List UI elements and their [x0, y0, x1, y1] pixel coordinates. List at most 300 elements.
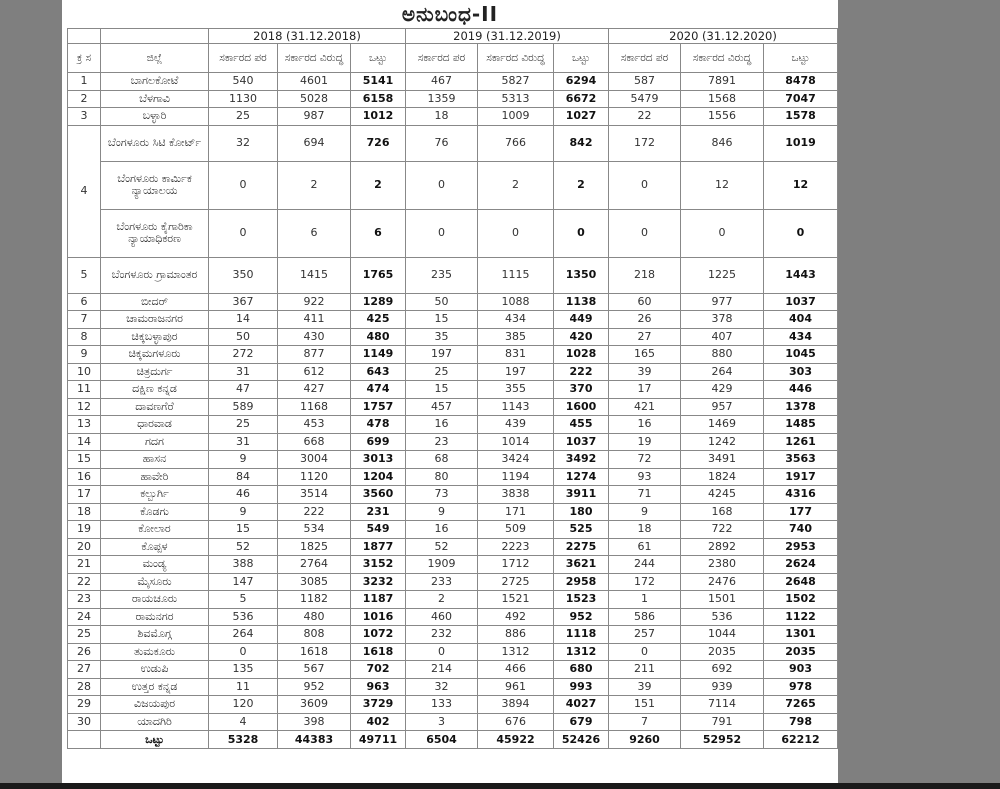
against-govt-cell: 1182 [278, 591, 351, 609]
district-cell: ಶಿವಮೊಗ್ಗ [101, 626, 209, 644]
district-cell: ಕಲ್ಬುರ್ಗಿ [101, 486, 209, 504]
against-govt-cell: 2223 [478, 538, 554, 556]
total-cell: 420 [554, 328, 609, 346]
total-cell: 6672 [554, 90, 609, 108]
bottom-bar [0, 783, 1000, 789]
grand-total-cell: 5328 [209, 731, 278, 749]
for-govt-cell: 0 [209, 209, 278, 257]
table-row [68, 573, 838, 591]
total-cell: 1045 [764, 346, 838, 364]
against-govt-cell: 407 [681, 328, 764, 346]
total-cell: 1312 [554, 643, 609, 661]
against-govt-cell: 880 [681, 346, 764, 364]
district-cell: ಬೆಂಗಳೂರು ಕಾರ್ಮಿಕ ನ್ಯಾಯಾಲಯ [101, 161, 209, 209]
for-govt-cell: 257 [609, 626, 681, 644]
table-row [68, 468, 838, 486]
table-row [68, 398, 838, 416]
district-cell: ಯಾದಗಿರಿ [101, 713, 209, 731]
for-govt-cell: 1130 [209, 90, 278, 108]
total-cell: 1765 [351, 257, 406, 293]
total-cell: 425 [351, 311, 406, 329]
total-cell: 231 [351, 503, 406, 521]
serial-cell: 21 [68, 556, 101, 574]
for-govt-cell: 9 [209, 451, 278, 469]
for-govt-cell: 22 [609, 108, 681, 126]
serial-cell: 22 [68, 573, 101, 591]
for-govt-cell: 17 [609, 381, 681, 399]
for-govt-cell: 151 [609, 696, 681, 714]
serial-cell: 24 [68, 608, 101, 626]
table-row [68, 451, 838, 469]
for-govt-cell: 14 [209, 311, 278, 329]
against-govt-cell: 2380 [681, 556, 764, 574]
total-cell: 402 [351, 713, 406, 731]
against-govt-cell: 3491 [681, 451, 764, 469]
serial-cell: 13 [68, 416, 101, 434]
against-govt-cell: 2892 [681, 538, 764, 556]
total-cell: 1204 [351, 468, 406, 486]
for-govt-cell: 244 [609, 556, 681, 574]
for-govt-cell: 46 [209, 486, 278, 504]
against-govt-cell: 0 [681, 209, 764, 257]
total-header: ಒಟ್ಟು [351, 44, 406, 73]
for-govt-cell: 27 [609, 328, 681, 346]
total-cell: 1037 [764, 293, 838, 311]
table-row [68, 311, 838, 329]
total-cell: 3013 [351, 451, 406, 469]
against-govt-cell: 952 [278, 678, 351, 696]
for-govt-cell: 0 [406, 161, 478, 209]
total-cell: 1523 [554, 591, 609, 609]
against-govt-cell: 3514 [278, 486, 351, 504]
for-govt-cell: 25 [406, 363, 478, 381]
against-govt-cell: 1415 [278, 257, 351, 293]
against-govt-cell: 509 [478, 521, 554, 539]
for-govt-cell: 15 [209, 521, 278, 539]
against-govt-cell: 1115 [478, 257, 554, 293]
total-cell: 1618 [351, 643, 406, 661]
for-govt-cell: 25 [209, 108, 278, 126]
against-govt-cell: 439 [478, 416, 554, 434]
against-govt-cell: 429 [681, 381, 764, 399]
for-govt-cell: 133 [406, 696, 478, 714]
for-govt-cell: 52 [209, 538, 278, 556]
against-govt-cell: 264 [681, 363, 764, 381]
for-govt-cell: 0 [209, 161, 278, 209]
table-row [68, 521, 838, 539]
for-govt-cell: 18 [609, 521, 681, 539]
grand-total-cell: 52426 [554, 731, 609, 749]
total-cell: 8478 [764, 73, 838, 91]
table-row [68, 591, 838, 609]
district-cell: ವಿಜಯಪುರ [101, 696, 209, 714]
against-govt-cell: 3894 [478, 696, 554, 714]
total-cell: 903 [764, 661, 838, 679]
for-govt-header: ಸರ್ಕಾರದ ಪರ [209, 44, 278, 73]
against-govt-cell: 676 [478, 713, 554, 731]
total-cell: 2 [554, 161, 609, 209]
total-cell: 4027 [554, 696, 609, 714]
for-govt-cell: 172 [609, 125, 681, 161]
against-govt-cell: 1312 [478, 643, 554, 661]
for-govt-cell: 72 [609, 451, 681, 469]
total-cell: 680 [554, 661, 609, 679]
total-cell: 1187 [351, 591, 406, 609]
against-govt-cell: 1014 [478, 433, 554, 451]
for-govt-cell: 15 [406, 311, 478, 329]
against-govt-cell: 1556 [681, 108, 764, 126]
total-cell: 740 [764, 521, 838, 539]
district-cell: ಉಡುಪಿ [101, 661, 209, 679]
against-govt-cell: 922 [278, 293, 351, 311]
total-cell: 726 [351, 125, 406, 161]
for-govt-cell: 9 [209, 503, 278, 521]
total-cell: 1757 [351, 398, 406, 416]
total-cell: 7047 [764, 90, 838, 108]
for-govt-cell: 367 [209, 293, 278, 311]
for-govt-cell: 0 [609, 161, 681, 209]
total-cell: 679 [554, 713, 609, 731]
district-cell: ಕೊಪ್ಪಳ [101, 538, 209, 556]
total-cell: 798 [764, 713, 838, 731]
total-cell: 1301 [764, 626, 838, 644]
grand-total-cell: 62212 [764, 731, 838, 749]
against-govt-cell: 0 [478, 209, 554, 257]
year-header-2019: 2019 (31.12.2019) [406, 29, 609, 44]
total-cell: 1012 [351, 108, 406, 126]
total-cell: 1600 [554, 398, 609, 416]
for-govt-cell: 272 [209, 346, 278, 364]
for-govt-cell: 4 [209, 713, 278, 731]
district-cell: ಬಳ್ಳಾರಿ [101, 108, 209, 126]
for-govt-cell: 84 [209, 468, 278, 486]
against-govt-cell: 3004 [278, 451, 351, 469]
against-govt-cell: 1194 [478, 468, 554, 486]
against-govt-cell: 694 [278, 125, 351, 161]
against-govt-header: ಸರ್ಕಾರದ ವಿರುದ್ಧ [681, 44, 764, 73]
table-row [68, 678, 838, 696]
for-govt-cell: 71 [609, 486, 681, 504]
for-govt-cell: 235 [406, 257, 478, 293]
total-cell: 3492 [554, 451, 609, 469]
total-cell: 1019 [764, 125, 838, 161]
total-cell: 2648 [764, 573, 838, 591]
table-row [68, 90, 838, 108]
against-govt-cell: 7114 [681, 696, 764, 714]
for-govt-cell: 16 [609, 416, 681, 434]
year-header-2018: 2018 (31.12.2018) [209, 29, 406, 44]
for-govt-cell: 61 [609, 538, 681, 556]
total-cell: 434 [764, 328, 838, 346]
against-govt-cell: 2476 [681, 573, 764, 591]
table-row [68, 433, 838, 451]
year-header-row [68, 29, 838, 44]
serial-cell: 15 [68, 451, 101, 469]
for-govt-cell: 31 [209, 363, 278, 381]
for-govt-cell: 47 [209, 381, 278, 399]
total-cell: 1027 [554, 108, 609, 126]
for-govt-cell: 1909 [406, 556, 478, 574]
serial-cell: 12 [68, 398, 101, 416]
serial-cell: 23 [68, 591, 101, 609]
for-govt-cell: 18 [406, 108, 478, 126]
for-govt-cell: 120 [209, 696, 278, 714]
serial-cell: 17 [68, 486, 101, 504]
total-cell: 370 [554, 381, 609, 399]
grand-total-label: ಒಟ್ಟು [101, 731, 209, 749]
serial-cell: 6 [68, 293, 101, 311]
total-cell: 3911 [554, 486, 609, 504]
total-cell: 978 [764, 678, 838, 696]
against-govt-cell: 411 [278, 311, 351, 329]
for-govt-cell: 50 [406, 293, 478, 311]
total-cell: 1443 [764, 257, 838, 293]
total-cell: 3152 [351, 556, 406, 574]
total-cell: 549 [351, 521, 406, 539]
table-row [68, 556, 838, 574]
total-cell: 6294 [554, 73, 609, 91]
total-cell: 1378 [764, 398, 838, 416]
district-cell: ಬೆಳಗಾವಿ [101, 90, 209, 108]
total-cell: 2953 [764, 538, 838, 556]
against-govt-cell: 1168 [278, 398, 351, 416]
for-govt-cell: 9 [609, 503, 681, 521]
district-cell: ಹಾಸನ [101, 451, 209, 469]
table-row [68, 626, 838, 644]
against-govt-cell: 2 [478, 161, 554, 209]
total-cell: 2275 [554, 538, 609, 556]
for-govt-cell: 457 [406, 398, 478, 416]
against-govt-cell: 378 [681, 311, 764, 329]
for-govt-cell: 32 [209, 125, 278, 161]
district-cell: ಕೊಡಗು [101, 503, 209, 521]
district-cell: ಚಿಕ್ಕಬಳ್ಳಾಪುರ [101, 328, 209, 346]
total-cell: 1138 [554, 293, 609, 311]
for-govt-header: ಸರ್ಕಾರದ ಪರ [406, 44, 478, 73]
for-govt-cell: 1 [609, 591, 681, 609]
for-govt-cell: 214 [406, 661, 478, 679]
for-govt-cell: 26 [609, 311, 681, 329]
serial-cell: 2 [68, 90, 101, 108]
against-govt-cell: 692 [681, 661, 764, 679]
total-cell: 643 [351, 363, 406, 381]
against-govt-cell: 2725 [478, 573, 554, 591]
table-row [68, 416, 838, 434]
for-govt-cell: 586 [609, 608, 681, 626]
against-govt-cell: 3838 [478, 486, 554, 504]
district-cell: ಧಾರವಾಡ [101, 416, 209, 434]
district-cell: ಬೀದರ್ [101, 293, 209, 311]
against-govt-cell: 197 [478, 363, 554, 381]
total-cell: 480 [351, 328, 406, 346]
total-cell: 2035 [764, 643, 838, 661]
against-govt-cell: 1618 [278, 643, 351, 661]
serial-header: ಕ್ರ ಸ [68, 44, 101, 73]
for-govt-cell: 233 [406, 573, 478, 591]
district-header: ಜಿಲ್ಲೆ [101, 44, 209, 73]
for-govt-cell: 31 [209, 433, 278, 451]
against-govt-cell: 12 [681, 161, 764, 209]
total-cell: 702 [351, 661, 406, 679]
for-govt-cell: 5 [209, 591, 278, 609]
against-govt-cell: 4601 [278, 73, 351, 91]
district-cell: ಬಾಗಲಕೋಟೆ [101, 73, 209, 91]
total-cell: 1877 [351, 538, 406, 556]
total-cell: 1261 [764, 433, 838, 451]
against-govt-cell: 534 [278, 521, 351, 539]
for-govt-cell: 0 [209, 643, 278, 661]
total-cell: 303 [764, 363, 838, 381]
serial-cell: 16 [68, 468, 101, 486]
for-govt-cell: 1359 [406, 90, 478, 108]
against-govt-cell: 168 [681, 503, 764, 521]
against-govt-cell: 987 [278, 108, 351, 126]
district-cell: ಚಿಕ್ಕಮಗಳೂರು [101, 346, 209, 364]
against-govt-cell: 5313 [478, 90, 554, 108]
total-header: ಒಟ್ಟು [764, 44, 838, 73]
total-cell: 3560 [351, 486, 406, 504]
against-govt-cell: 957 [681, 398, 764, 416]
against-govt-cell: 766 [478, 125, 554, 161]
district-cell: ದಕ್ಷಿಣ ಕನ್ನಡ [101, 381, 209, 399]
for-govt-cell: 540 [209, 73, 278, 91]
table-row [68, 486, 838, 504]
table-row [68, 161, 838, 209]
grand-total-cell: 9260 [609, 731, 681, 749]
against-govt-cell: 1521 [478, 591, 554, 609]
against-govt-cell: 567 [278, 661, 351, 679]
serial-cell: 9 [68, 346, 101, 364]
for-govt-cell: 39 [609, 678, 681, 696]
data-table [67, 28, 838, 749]
against-govt-cell: 2 [278, 161, 351, 209]
table-row [68, 503, 838, 521]
for-govt-cell: 15 [406, 381, 478, 399]
total-cell: 1118 [554, 626, 609, 644]
for-govt-cell: 39 [609, 363, 681, 381]
corner-cell [68, 29, 101, 44]
table-row [68, 257, 838, 293]
for-govt-cell: 467 [406, 73, 478, 91]
for-govt-cell: 50 [209, 328, 278, 346]
total-cell: 1485 [764, 416, 838, 434]
district-cell: ಚಾಮರಾಜನಗರ [101, 311, 209, 329]
against-govt-cell: 3424 [478, 451, 554, 469]
serial-cell: 18 [68, 503, 101, 521]
grand-total-cell: 6504 [406, 731, 478, 749]
total-cell: 180 [554, 503, 609, 521]
against-govt-cell: 977 [681, 293, 764, 311]
total-cell: 1016 [351, 608, 406, 626]
total-cell: 177 [764, 503, 838, 521]
grand-total-cell: 49711 [351, 731, 406, 749]
for-govt-cell: 460 [406, 608, 478, 626]
total-cell: 4316 [764, 486, 838, 504]
for-govt-cell: 2 [406, 591, 478, 609]
against-govt-cell: 1044 [681, 626, 764, 644]
district-cell: ಹಾವೇರಿ [101, 468, 209, 486]
for-govt-cell: 3 [406, 713, 478, 731]
against-govt-cell: 1469 [681, 416, 764, 434]
against-govt-cell: 2764 [278, 556, 351, 574]
total-cell: 1917 [764, 468, 838, 486]
total-cell: 1578 [764, 108, 838, 126]
table-row [68, 328, 838, 346]
total-cell: 6158 [351, 90, 406, 108]
against-govt-cell: 961 [478, 678, 554, 696]
total-cell: 3621 [554, 556, 609, 574]
serial-cell: 7 [68, 311, 101, 329]
for-govt-cell: 536 [209, 608, 278, 626]
total-cell: 3232 [351, 573, 406, 591]
serial-cell: 10 [68, 363, 101, 381]
district-cell: ದಾವಣಗೆರೆ [101, 398, 209, 416]
district-cell: ಕೋಲಾರ [101, 521, 209, 539]
district-cell: ಗದಗ [101, 433, 209, 451]
against-govt-cell: 434 [478, 311, 554, 329]
table-row [68, 73, 838, 91]
total-cell: 1072 [351, 626, 406, 644]
table-row [68, 293, 838, 311]
for-govt-cell: 11 [209, 678, 278, 696]
total-cell: 2958 [554, 573, 609, 591]
for-govt-cell: 218 [609, 257, 681, 293]
total-cell: 1122 [764, 608, 838, 626]
for-govt-cell: 232 [406, 626, 478, 644]
table-row [68, 125, 838, 161]
serial-cell: 30 [68, 713, 101, 731]
serial-cell: 29 [68, 696, 101, 714]
district-cell: ರಾಮನಗರ [101, 608, 209, 626]
against-govt-cell: 7891 [681, 73, 764, 91]
table-row [68, 346, 838, 364]
for-govt-cell: 5479 [609, 90, 681, 108]
for-govt-cell: 9 [406, 503, 478, 521]
total-cell: 1502 [764, 591, 838, 609]
district-cell: ಉತ್ತರ ಕನ್ನಡ [101, 678, 209, 696]
for-govt-cell: 52 [406, 538, 478, 556]
table-row [68, 108, 838, 126]
against-govt-cell: 808 [278, 626, 351, 644]
table-row [68, 363, 838, 381]
total-cell: 1289 [351, 293, 406, 311]
against-govt-cell: 1143 [478, 398, 554, 416]
for-govt-cell: 0 [609, 643, 681, 661]
table-row [68, 696, 838, 714]
serial-cell: 28 [68, 678, 101, 696]
district-cell: ಬೆಂಗಳೂರು ಗ್ರಾಮಾಂತರ [101, 257, 209, 293]
corner-cell [101, 29, 209, 44]
district-cell: ಮೈಸೂರು [101, 573, 209, 591]
serial-cell [68, 731, 101, 749]
against-govt-cell: 939 [681, 678, 764, 696]
total-cell: 5141 [351, 73, 406, 91]
against-govt-cell: 3609 [278, 696, 351, 714]
for-govt-cell: 172 [609, 573, 681, 591]
against-govt-cell: 4245 [681, 486, 764, 504]
serial-cell: 3 [68, 108, 101, 126]
serial-cell: 8 [68, 328, 101, 346]
for-govt-cell: 147 [209, 573, 278, 591]
total-cell: 952 [554, 608, 609, 626]
total-cell: 525 [554, 521, 609, 539]
total-cell: 2624 [764, 556, 838, 574]
table-row [68, 713, 838, 731]
against-govt-cell: 3085 [278, 573, 351, 591]
against-govt-cell: 536 [681, 608, 764, 626]
serial-cell: 14 [68, 433, 101, 451]
against-govt-cell: 5028 [278, 90, 351, 108]
